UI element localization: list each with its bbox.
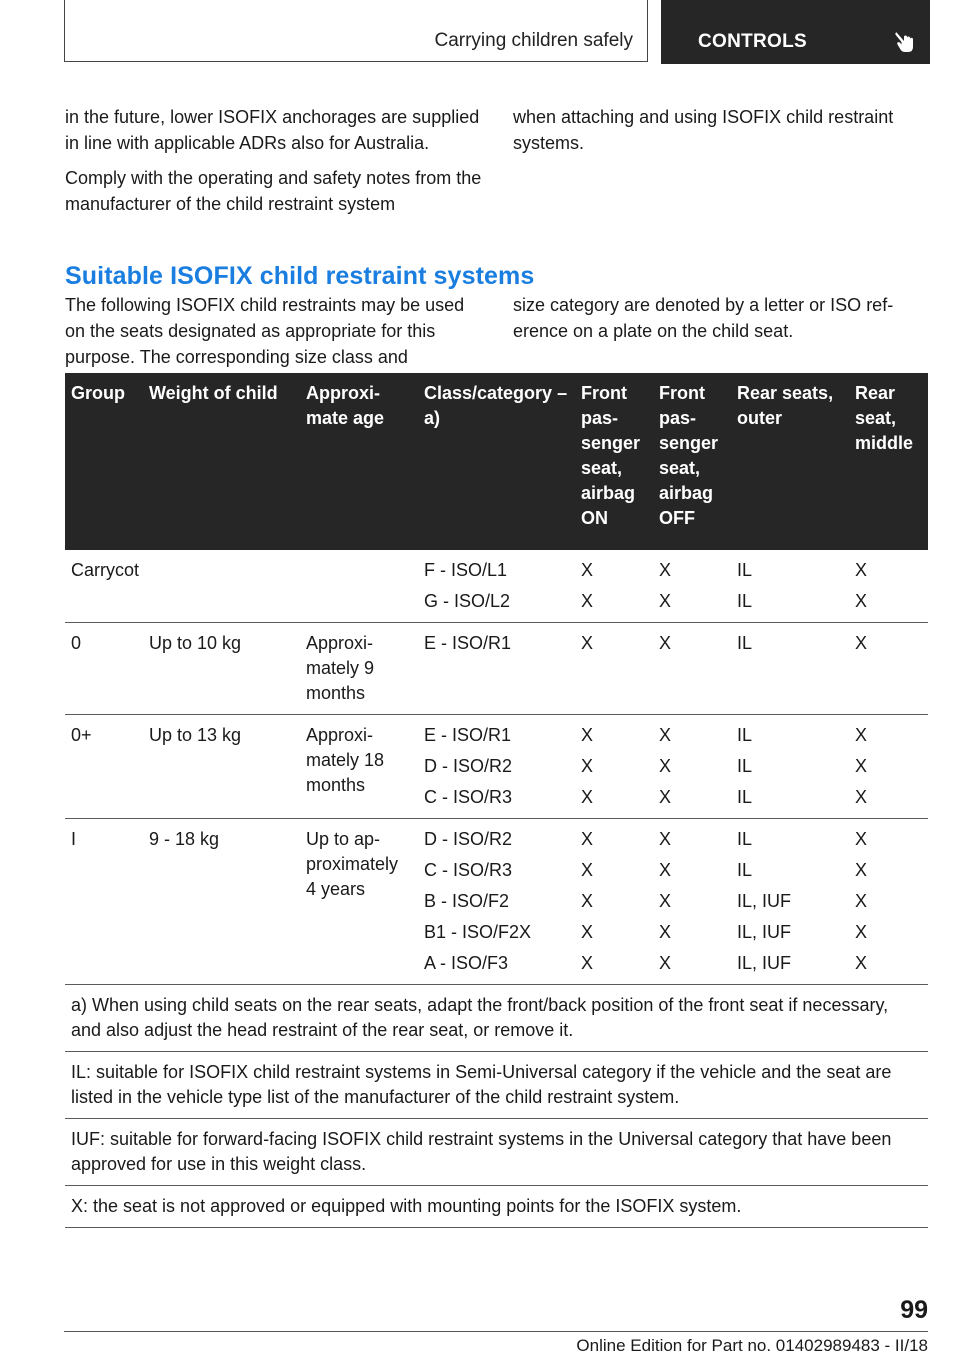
column-header: Group	[65, 373, 143, 550]
cell-line: D - ISO/R2	[424, 756, 513, 776]
cell-line: X	[855, 725, 868, 745]
cell-line: X	[855, 953, 868, 973]
cell-line: IL	[737, 725, 753, 745]
table-cell-rear-middle	[849, 715, 928, 819]
footer-edition: Online Edition for Part no. 01402989483 - II/18	[576, 1336, 928, 1355]
cell-line: IL	[737, 860, 753, 880]
table-cell-rear-outer	[731, 623, 849, 715]
table-cell-front-on	[575, 715, 653, 819]
table-note: X: the seat is not approved or equipped with mounting points for the ISOFIX system.	[65, 1186, 928, 1228]
cell-line: IL, IUF	[737, 922, 792, 942]
table-cell-rear-middle	[849, 550, 928, 623]
cell-line: A - ISO/F3	[424, 953, 509, 973]
section-right-column	[513, 292, 925, 353]
table-row	[65, 715, 928, 819]
cell-line: X	[581, 725, 594, 745]
cell-line: X	[581, 829, 594, 849]
table-cell-group: 0	[65, 623, 143, 715]
cell-line: X	[581, 953, 594, 973]
cell-line: X	[855, 860, 868, 880]
table-note: IUF: suitable for forward-facing ISOFIX child restraint systems in the Universal category that have been approved for use in this weight class.	[65, 1119, 928, 1186]
cell-line: X	[581, 787, 594, 807]
cell-line: X	[659, 560, 672, 580]
table-note-row	[65, 1119, 928, 1186]
intro-right-column	[513, 104, 925, 165]
table-cell-rear-middle	[849, 819, 928, 985]
table-body	[65, 550, 928, 985]
table-cell-front-on	[575, 623, 653, 715]
table-note-row	[65, 1186, 928, 1228]
cell-line: IL	[737, 560, 753, 580]
table-cell-group: I	[65, 819, 143, 985]
cell-line: IL	[737, 756, 753, 776]
cell-line: IL	[737, 633, 753, 653]
intro-paragraph: in the future, lower ISOFIX anchorages are supplied in line with applicable ADRs also for Australia.	[65, 107, 480, 153]
cell-line: X	[659, 633, 672, 653]
cell-line: X	[581, 922, 594, 942]
column-header: Rear seat, middle	[849, 373, 928, 550]
cell-line: X	[855, 633, 868, 653]
cell-line: X	[659, 860, 672, 880]
isofix-table	[65, 373, 928, 1228]
column-header: Approximate age	[300, 373, 418, 550]
table-cell-weight: Up to 10 kg	[143, 623, 300, 715]
table-cell-weight: Up to 13 kg	[143, 715, 300, 819]
table-cell-front-off	[653, 715, 731, 819]
table-cell-front-off	[653, 819, 731, 985]
pointing-hand-icon	[894, 29, 916, 53]
table-cell-classes	[418, 819, 575, 985]
cell-line: E - ISO/R1	[424, 633, 512, 653]
intro-paragraph: when attaching and using ISOFIX child restraint systems.	[513, 107, 894, 153]
intro-paragraph: Comply with the operating and safety notes from the manufacturer of the child restraint system	[65, 168, 482, 214]
table-cell-age	[300, 550, 418, 623]
table-cell-rear-outer	[731, 819, 849, 985]
cell-line: X	[581, 756, 594, 776]
column-header: Rear seats, outer	[731, 373, 849, 550]
table-row	[65, 819, 928, 985]
cell-line: X	[855, 560, 868, 580]
cell-line: X	[581, 560, 594, 580]
table-header-row	[65, 373, 928, 550]
table-cell-group: 0+	[65, 715, 143, 819]
cell-line: X	[855, 829, 868, 849]
cell-line: B1 - ISO/F2X	[424, 922, 532, 942]
column-header: Weight of child	[143, 373, 300, 550]
section-left-column	[65, 292, 483, 379]
column-header: Front passenger seat, airbag OFF	[653, 373, 731, 550]
cell-line: IL	[737, 829, 753, 849]
cell-line: X	[855, 591, 868, 611]
chapter-label: CONTROLS	[698, 31, 808, 52]
cell-line: IL, IUF	[737, 891, 792, 911]
cell-line: B - ISO/F2	[424, 891, 510, 911]
table-cell-rear-outer	[731, 715, 849, 819]
section-paragraph: The following ISOFIX child restraints may be used on the seats designated as appropriate for this purpose. The corresponding size class and	[65, 295, 465, 367]
table-cell-classes	[418, 623, 575, 715]
cell-line: IL	[737, 787, 753, 807]
cell-line: IL	[737, 591, 753, 611]
table-cell-group: Carrycot	[65, 550, 143, 623]
cell-line: X	[581, 591, 594, 611]
cell-line: G - ISO/L2	[424, 591, 511, 611]
table-cell-age: Approximately 9 months	[300, 623, 418, 715]
table-cell-classes	[418, 550, 575, 623]
page-number: 99	[900, 1296, 928, 1324]
cell-line: X	[659, 591, 672, 611]
cell-line: D - ISO/R2	[424, 829, 513, 849]
section-title-tab: Carrying children safely	[64, 0, 648, 62]
cell-line: X	[855, 756, 868, 776]
cell-line: X	[659, 953, 672, 973]
cell-line: X	[659, 725, 672, 745]
cell-line: X	[659, 891, 672, 911]
cell-line: IL, IUF	[737, 953, 792, 973]
table-row	[65, 550, 928, 623]
table-cell-front-on	[575, 819, 653, 985]
table-cell-classes	[418, 715, 575, 819]
table-cell-front-on	[575, 550, 653, 623]
table-cell-age: Approximately 18 months	[300, 715, 418, 819]
table-cell-rear-middle	[849, 623, 928, 715]
table-cell-front-off	[653, 550, 731, 623]
table-cell-rear-outer	[731, 550, 849, 623]
section-paragraph: size category are denoted by a letter or ISO reference on a plate on the child seat.	[513, 295, 894, 341]
table-note-row	[65, 985, 928, 1052]
chapter-tab	[661, 0, 930, 64]
column-header: Class/category – a)	[418, 373, 575, 550]
cell-line: F - ISO/L1	[424, 560, 508, 580]
cell-line: X	[581, 860, 594, 880]
cell-line: C - ISO/R3	[424, 860, 513, 880]
cell-line: E - ISO/R1	[424, 725, 512, 745]
cell-line: X	[855, 891, 868, 911]
table-row	[65, 623, 928, 715]
cell-line: X	[659, 829, 672, 849]
cell-line: X	[581, 891, 594, 911]
section-heading: Suitable ISOFIX child restraint systems	[65, 262, 535, 290]
cell-line: X	[659, 787, 672, 807]
cell-line: X	[659, 922, 672, 942]
table-note: a) When using child seats on the rear seats, adapt the front/back position of the front seat if necessary, and also adjust the head restraint of the rear seat, or remove it.	[65, 985, 928, 1052]
footer-divider	[64, 1331, 928, 1332]
table-note-row	[65, 1052, 928, 1119]
table-cell-weight	[143, 550, 300, 623]
table-note: IL: suitable for ISOFIX child restraint systems in Semi-Universal category if the vehicle and the seat are listed in the vehicle type list of the manufacturer of the child restraint system.	[65, 1052, 928, 1119]
table-cell-age: Up to approximately 4 years	[300, 819, 418, 985]
intro-left-column	[65, 104, 483, 226]
table-cell-front-off	[653, 623, 731, 715]
column-header: Front passenger seat, airbag ON	[575, 373, 653, 550]
cell-line: X	[581, 633, 594, 653]
table-notes	[65, 985, 928, 1228]
page-header	[64, 0, 930, 64]
cell-line: X	[855, 922, 868, 942]
cell-line: X	[659, 756, 672, 776]
table-cell-weight: 9 - 18 kg	[143, 819, 300, 985]
cell-line: C - ISO/R3	[424, 787, 513, 807]
cell-line: X	[855, 787, 868, 807]
